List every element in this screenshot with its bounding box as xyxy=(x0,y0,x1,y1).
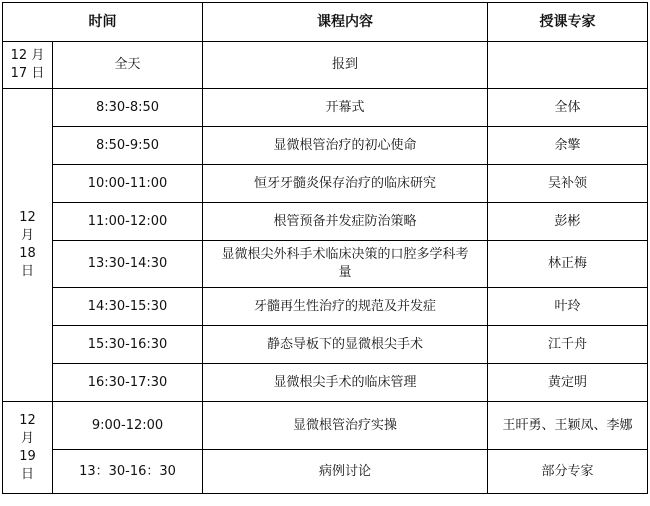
table-row xyxy=(3,127,648,165)
session-content: 显微根管治疗实操 xyxy=(203,402,488,450)
session-content: 显微根尖外科手术临床决策的口腔多学科考量 xyxy=(221,247,469,280)
table-row xyxy=(3,42,648,89)
header-time: 时间 xyxy=(3,3,203,42)
session-time: 全天 xyxy=(53,42,203,89)
session-content: 病例讨论 xyxy=(203,450,488,494)
date-line: 12 月 xyxy=(10,48,45,63)
session-content: 静态导板下的显微根尖手术 xyxy=(203,326,488,364)
date-line: 19 xyxy=(19,448,36,464)
session-expert: 黄定明 xyxy=(488,364,648,402)
date-line: 12 xyxy=(19,412,36,428)
session-time: 15:30-16:30 xyxy=(53,326,203,364)
session-content: 显微根管治疗的初心使命 xyxy=(203,127,488,165)
session-expert xyxy=(488,42,648,89)
date-line: 日 xyxy=(20,466,34,482)
session-time: 13:30-14:30 xyxy=(53,241,203,288)
session-content: 显微根尖手术的临床管理 xyxy=(203,364,488,402)
table-row xyxy=(3,241,648,288)
session-time: 13：30-16：30 xyxy=(53,450,203,494)
header-content: 课程内容 xyxy=(203,3,488,42)
session-time: 8:30-8:50 xyxy=(53,89,203,127)
table-row xyxy=(3,364,648,402)
session-content: 牙髓再生性治疗的规范及并发症 xyxy=(203,288,488,326)
session-time: 11:00-12:00 xyxy=(53,203,203,241)
session-expert: 林正梅 xyxy=(488,241,648,288)
session-content: 开幕式 xyxy=(203,89,488,127)
session-content: 恒牙牙髓炎保存治疗的临床研究 xyxy=(203,165,488,203)
session-expert: 江千舟 xyxy=(488,326,648,364)
date-line: 12 xyxy=(19,210,36,225)
header-expert: 授课专家 xyxy=(488,3,648,42)
table-row xyxy=(3,326,648,364)
session-content: 根管预备并发症防治策略 xyxy=(203,203,488,241)
table-row xyxy=(3,203,648,241)
session-time: 14:30-15:30 xyxy=(53,288,203,326)
date-cell-dec18 xyxy=(3,89,53,402)
table-row xyxy=(3,450,648,494)
session-expert: 余擎 xyxy=(488,127,648,165)
date-cell-dec19 xyxy=(3,402,53,494)
table-row xyxy=(3,402,648,450)
schedule-table xyxy=(2,2,648,494)
table-row xyxy=(3,288,648,326)
session-content: 报到 xyxy=(203,42,488,89)
table-row xyxy=(3,89,648,127)
session-expert: 彭彬 xyxy=(488,203,648,241)
date-line: 18 xyxy=(19,246,36,261)
session-content-cell xyxy=(203,241,488,288)
date-cell-dec17 xyxy=(3,42,53,89)
session-expert: 王旰勇、王颖凤、李娜 xyxy=(488,402,648,450)
session-time: 9:00-12:00 xyxy=(53,402,203,450)
date-line: 17 日 xyxy=(10,66,45,81)
session-time: 10:00-11:00 xyxy=(53,165,203,203)
date-line: 日 xyxy=(20,264,34,279)
date-line: 月 xyxy=(20,430,34,446)
header-row xyxy=(3,3,648,42)
session-expert: 部分专家 xyxy=(488,450,648,494)
session-expert: 吴补领 xyxy=(488,165,648,203)
session-expert: 全体 xyxy=(488,89,648,127)
session-expert: 叶玲 xyxy=(488,288,648,326)
session-time: 8:50-9:50 xyxy=(53,127,203,165)
table-row xyxy=(3,165,648,203)
date-line: 月 xyxy=(20,228,34,243)
session-time: 16:30-17:30 xyxy=(53,364,203,402)
